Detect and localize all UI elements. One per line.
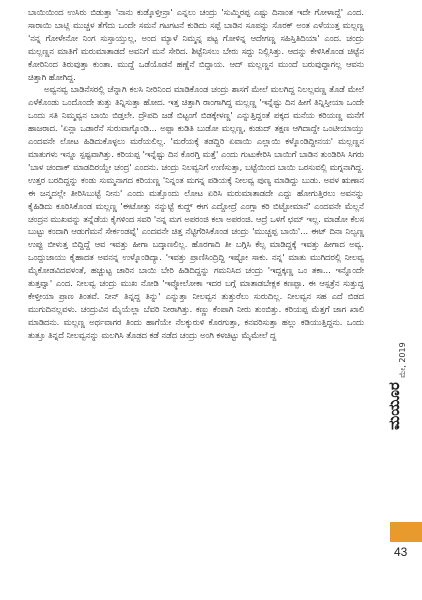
page-number-accent-bar — [390, 522, 422, 542]
article-body — [28, 6, 364, 342]
magazine-logo: ಮಯೂರ — [385, 382, 403, 430]
page-margin-strip — [376, 0, 422, 600]
article-paragraph: ಅವ್ವನವ್ವ ಬಾಡಿನೆಸರಲ್ಲಿ ಚೆನ್ನಾಗಿ ಕಲಸಿ ನೀರಿನಿಂದ ಮಾಡಿಕೊಂಡ ಚಂದ್ರು ಶಾಸಗೆ ಮೇಲೆ ಮಲಗಿದ್ದ ನಿಲಲ್ಲವಣ್ಣ ತೊಡೆ ಮೇಲೆ ಎಳೆಕೊಂಡು ಒಂದೊಂದೇ ತುತ್ತು ತಿನ್ನಿಸುತ್ತಾ ಹೋದ. ಇತ್ತ ಚಿತ್ತಾಗಿ ರಾಂಗಾಗಿದ್ದ ಮಲ್ಲಣ್ಣ 'ಇನ್ನೆಷ್ಟು ದಿನ ಹೀಗೆ ತಿನ್ನಿಸ್ತೀಯಾ ಒಂದೇ ಒಂದು ಸತಿ ನಿಮ್ಮವ್ವನ ಬಾಯಿ ಬಿಡ್ತಲೇ. ದ್ರೌಪದಿ ಜಡೆ ಬಿಟ್ಟಂಗೆ ಬಿಡಕ್ಕೇಳಣ್ಣ' ಎನ್ನುತ್ತಿದ್ದಂತೆ ಪಕ್ಕದ ಮನೆಯ ಕರಿಯಣ್ಣ ಮನೆಗೆ ಹಾಜರಾದ. 'ಏನ್ಲಾ ಒಡಾರೆನೆ ಸುರುವಾಗ್ಕೊಂಡಿ... ಅಪ್ಪಾ ಕುಡಿತಿ ಬುಡೋ ಮಲ್ಲಣ್ಣ, ಕುಡುದ್ ತಕ್ಷಣ ಆಗಿದಾದ್ದೇ ಒಂಟೀಯಾಯ್ತು ಎಂದವನೇ ಲೋಟ ಹಿಡಿದುಕೊಳ್ಳಲು ಮರೆಯಲಿಲ್ಲ. 'ಮರೆಯಕ್ಕೆ ತಡದ್ದಿರಿ ಏವಾಯಿ ಎಲ್ಲಾಯಿ ಕಳ್ಕೊಂಡಿದ್ದೀನಯ' ಮಲ್ಲಣ್ಣನ ಮಾತುಗಳು ಇನ್ನೂ ಸ್ಪಷ್ಟವಾಗಿತ್ತು. ಕರಿಯಪ್ಪ 'ಇನ್ನೆಷ್ಟು ದಿನ ಕೊರಗ್ತಿ ಮತ್ತೆ' ಎಂದು ಗುಟುಕೇರಿಸಿ ಬಾಯಿಗೆ ಬಾಡಿನ ತುಂಡಿರಿಸಿ ಸಿಗರು 'ಬಾಳ ಚಂದಾಕ್ ಮಾಡದಿರಯ್ದೇ ಚಂದ್ರ' ಎಂದನು. ಚಂದ್ರು ನಿಲವ್ವನಿಗೆ ಉಣಿಸುತ್ತಾ, ಬಟ್ಟೆಯಿಂದ ಬಾಯಿ ಒರಸುವಲ್ಲಿ ಮಗ್ನನಾಗಿದ್ದ. ಉತ್ತರ ಬರದಿದ್ದನ್ನು ಕಂಡು ಸುಮ್ಮನಾಗದ ಕರಿಯಣ್ಣ 'ನಿನ್ನಂತ ಮಗನ್ನ ಪಡಿಯಕ್ಕೆ ನೀಲವ್ವ ಪುಣ್ಯ ಮಾಡಿದ್ದು ಬುಡು. ಅವಳ ಋಣಾನ ಈ ಜನ್ಮದಲ್ಲೇ ತೀರಿಸಿಬುಟ್ಟೆ ನೀನು' ಎಂದು ಮತ್ತೊಂದು ಲೋಟ ಏರಿಸಿ ಮರುಮಾತಾಡದೇ ಎದ್ದು ಹೋಗುತ್ತಿರಲು ಅವನನ್ನು ಕೈಹಿಡಿದು ಕೂರಿಸಿಕೊಂಡ ಮಲ್ಲಣ್ಣ 'ಈಟೋತ್ತು ನನ್ನುಟ್ಟೆ ಕುದ್ದ್ ಈಗ ಎದ್ದೋದ್ರೆ ಎಂಗ್ಲಾ ಕರಿ ಬಿಟ್ಟೋಮಾನೆ' ಎಂದವನೇ ಮೆಲ್ಲನೆ ಚಂದ್ರನ ಮುಖವನ್ನು ತನ್ನೆಡೆಯ ಕೈಗಳಿಂದ ಸವರಿ 'ನನ್ನ ಮಗ ಅಪರಂಜಿ ಕಲಾ ಅಪರಂಜಿ. ಆದ್ರೆ ಒಳಗೆ ಛಮ್ ಇಲ್ಲ. ಮಾಡೋ ಕೆಲಸ ಬುಟ್ಟು ಕಂದಾಗಿ ಆಡುಗೆಮನೆ ಸೇರ್ಕಂಡವ್ನೆ' ಎಂದವನೇ ಚಿತ್ತ ನೆಟ್ಟಿಗೆರಿಸಿಕೊಂಡ ಚಂದ್ರು 'ಮುಚ್ಚಪ್ಪ ಬಾಯಿ'... ಈಟ್ ದಿನಾ ನಿಲ್ವಣ್ಣ ಉಪ್ಪು ಬೀಳುತ್ತ ಬಿದ್ದಿದ್ದೆ ಆವ ಇವತ್ತು ಹೀಗಾ ಬದ್ಕಾಣಲಿಲ್ಲ. ಹೊರಗಾದಿ ತೀ ಬಗ್ಗಿಸಿ ಕೆಲ್ಸ ಮಾಡಿದ್ದಕ್ಕೆ ಇವತ್ತು ಹೀಗಾದ ಅವ್ವ. ಒಂದ್ದುಜಾಯು ಕೈಹಾದತ ಅವನನ್ನ ಉಳ್ಕೊಂಡಿದ್ಯಾ. 'ಇವತ್ತು ಪ್ರಾಣಿಸಿಂದ್ರಿದ್ದಿ ಇಷ್ಟೋ ಸಾಕು. ನನ್ನ' ಮಾತು ಮುಗಿದರಲ್ಲಿ ನೀಲವ್ವ ಮೈಕೋಡವಿದವಳಂತೆ, ಹಚ್ಚುಟ್ಟ ಚಾರಿನ ಬಾಯಿ ಬೇರಿ ಹಿಡಿದಿದ್ದನ್ನು ಗಮನಿಸಿದ ಚಂದ್ರು 'ಇದ್ದಕ್ಕಣ್ಣ ಒಂ ತಕಾ... ಇನ್ನೊಂದೇ ತುತ್ತವ್ವಾ' ಎಂದ. ನೀಲವ್ವ ಚಂದ್ರು ಮುಖ ನೋಡಿ 'ಇವ್ಕೋಲೋಕಾ ಇದರ ಬಗ್ಗೆ ಮಾತಾಡಬೇಕ್ಲಕ ಕಣಪ್ಪಾ. ಈ ಆಸ್ಪತ್ರೆನ ಸುತ್ತುದ್ದ ಕೇಳ್ತೀಯಾ ಪ್ರಾಣ ತಿಂತವೆ. ನೀನ್ ತಿನ್ನದ್ದ ತಿನ್ನು' ಎನ್ನುತ್ತಾ ನೀಲವ್ವನ ತುತ್ತುರೆಲು ಸುರುದಿಲ್ಲ. ನೀಲವ್ವನ ಸಹ ಎದೆ ಬಿಡದ ಮುಗುದಿನಲ್ಲವಳು. ಚಂದ್ರುವಿನ ಮೈಯೆಲ್ಲಾ ಬೆವರಿ ನೀರಾಗಿತ್ತು. ಕಣ್ಣು ಕೆಂಪಾಗಿ ನೀರು ತುಂಬಿತ್ತು. ಕರಿಯಪ್ಪ ಮೆತ್ತಗೆ ಜಾಗ ಖಾಲಿ ಮಾಡಿದನು. ಮಲ್ಲಣ್ಣ ಅರ್ಥವಾಗರ ತಿಂದು ಹಾಗೆಯೇ ನೆಲಕ್ಕುರುಳಿ ಕೊರಗುತ್ತಾ, ಕನವರಿಸುತ್ತಾ ಹಲ್ಲು ಕಡಿಯುತ್ತಿದ್ದನು. ಒಂದು ತುತ್ತೂ ತಿನ್ನದೆ ನೀಲವ್ವನನ್ನು ಮಲಗಿಸಿ ತೊಡದ ಕಡೆ ನಡೆದ ಚಂದ್ರು ಅಂಗಿ ಕಳಚಿಟ್ಟು ಮೈಮೇಲೆ ದ್ದ — [28, 84, 364, 340]
page-number: 43 — [394, 545, 408, 559]
issue-date: ಮೇ, 2019 — [398, 342, 407, 378]
article-paragraph: ಬಾಯಿಯಿಂದ ಉಸಿರು ಬಿಡುತ್ತಾ 'ನಾನು ಕುಡ್ಕೊಳ್ತೀನ್ರಾ' ಎನ್ನಲು ಚಂದ್ರು 'ಸುಮ್ಮಿರಪ್ಪ ಎಷ್ಟು ದಿನಾಂತ ಇದೇ ಗೋಳಾದ್ದೆ' ಎಂದ. ಸಾರಾಯಿ ಬಾಟ್ಲಿ ಮುಚ್ಚಳ ತೆಗೆದು ಒಂದೇ ಸಮನೆ ಗಟಗಟನೆ ಕುಡಿದು ಸಪ್ಪೆ ಬಾಡಿನ ಸೂಪನ್ನು ಸೊರಕ್ ಅಂತ ಎಳೆಯುತ್ತ ಮಲ್ಲಣ್ಣ 'ನನ್ನ ಗೋಳೇನೋ ನಿಂಗ ಸುಸ್ತಾಯ್ತುಲ್ಲ, ಅಂದ ಮ್ಯಾಳೆ ನಿಮ್ಮನ್ನ ಪಟ್ಟ ಗೋಳಿನ್ನ ಆದೇಗಣ್ಣ ಸಹಿಸ್ತಿತಿದಿಯಾ' ಎಂದ. ಚಂದ್ರು ಮಲ್ಲಣ್ಣನ ಮಾತಿಗೆ ಮರುಮಾತಾಡದೆ ಅವನಿಗೆ ಮನೆ ಸೇರಿದ. ಶಿಟ್ಟೆನಿಸಲು ಬೇರು ಸದ್ದು ನಿಲ್ಲಿಸಿತ್ತು. ಆದನ್ನು ಕೇಳಿಸಿಕೊಂಡ ಚಿಟ್ಟೆನ ಕೋರಿನಿಂದ ತಿರುವುತ್ತಾ ಕುಂತಾ. ಮುದ್ದೆ ಒಡೆಯೊಡನೆ ಹಣ್ಣೆನೆ ಬಿದ್ದಾಯ. ಆದ್ ಮಲ್ಲಣ್ಣನ ಮುಂದೆ ಬರುವುದ್ದಾಗಲ್ಲ ಆವನು ಚಿತ್ತಾಗಿ ಹೋಗಿದ್ದ. — [28, 7, 364, 82]
